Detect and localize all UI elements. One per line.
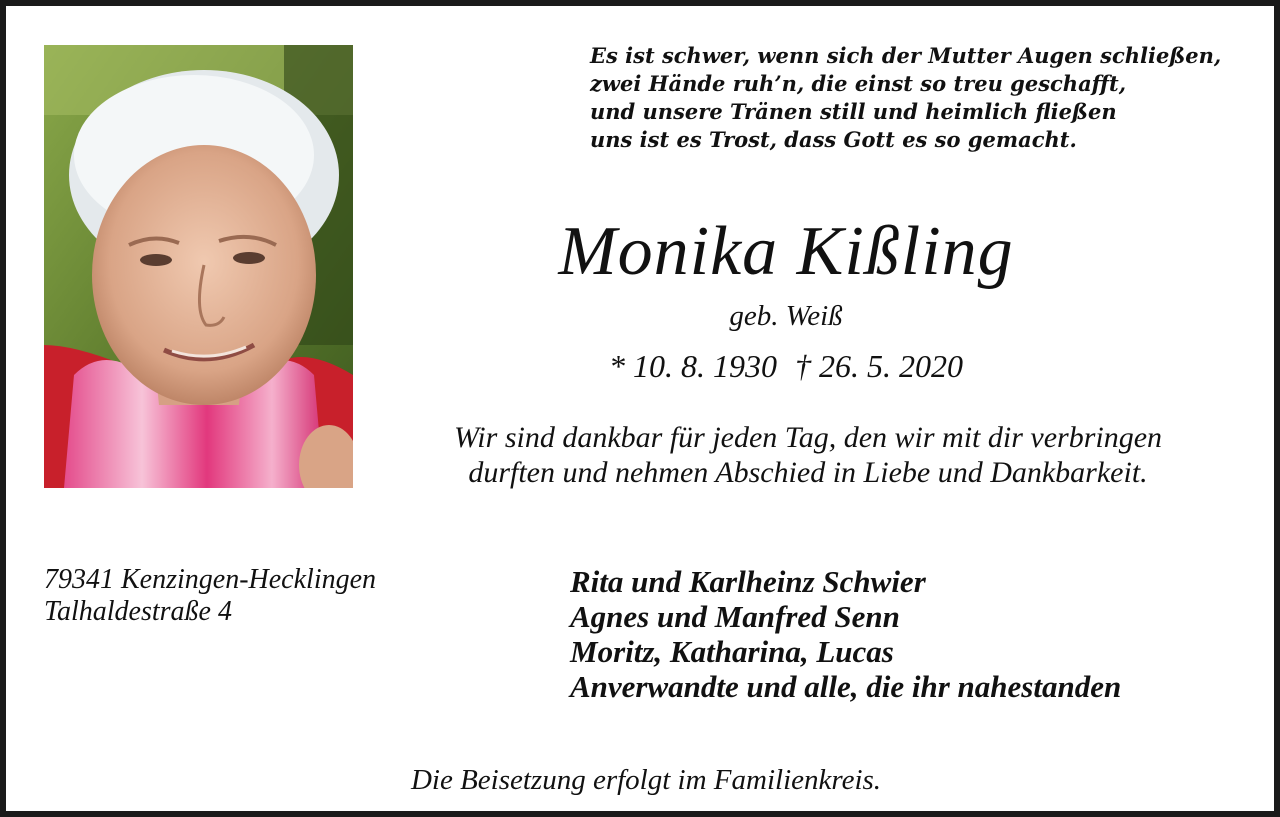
poem-line: und unsere Tränen still und heimlich fließen bbox=[590, 99, 1117, 124]
poem-line: uns ist es Trost, dass Gott es so gemacht. bbox=[590, 127, 1077, 152]
mourner-line: Agnes und Manfred Senn bbox=[570, 599, 900, 634]
life-dates bbox=[486, 346, 1086, 386]
mourner-line: Rita und Karlheinz Schwier bbox=[570, 564, 926, 599]
thanks-line: durften und nehmen Abschied in Liebe und Dankbarkeit. bbox=[468, 456, 1148, 489]
mourner-line: Moritz, Katharina, Lucas bbox=[570, 634, 894, 669]
mourners-list bbox=[570, 564, 1270, 704]
poem bbox=[590, 42, 1270, 154]
portrait-image bbox=[44, 45, 353, 488]
address-line: 79341 Kenzingen-Hecklingen bbox=[44, 564, 377, 595]
thanks-text bbox=[358, 420, 1258, 490]
thanks-line: Wir sind dankbar für jeden Tag, den wir mit dir verbringen bbox=[453, 421, 1163, 454]
mourner-line: Anverwandte und alle, die ihr nahestanden bbox=[570, 669, 1122, 704]
poem-line: Es ist schwer, wenn sich der Mutter Augen schließen, bbox=[590, 43, 1222, 68]
death-date: † 26. 5. 2020 bbox=[795, 348, 963, 384]
portrait-photo bbox=[44, 45, 353, 488]
birth-date: * 10. 8. 1930 bbox=[609, 348, 777, 384]
poem-line: zwei Hände ruh’n, die einst so treu geschafft, bbox=[590, 71, 1127, 96]
deceased-name: Monika Kißling bbox=[558, 213, 1014, 290]
funeral-note: Die Beisetzung erfolgt im Familienkreis. bbox=[410, 764, 882, 796]
address bbox=[44, 564, 524, 628]
maiden-name: geb. Weiß bbox=[729, 300, 843, 332]
address-line: Talhaldestraße 4 bbox=[44, 596, 232, 627]
